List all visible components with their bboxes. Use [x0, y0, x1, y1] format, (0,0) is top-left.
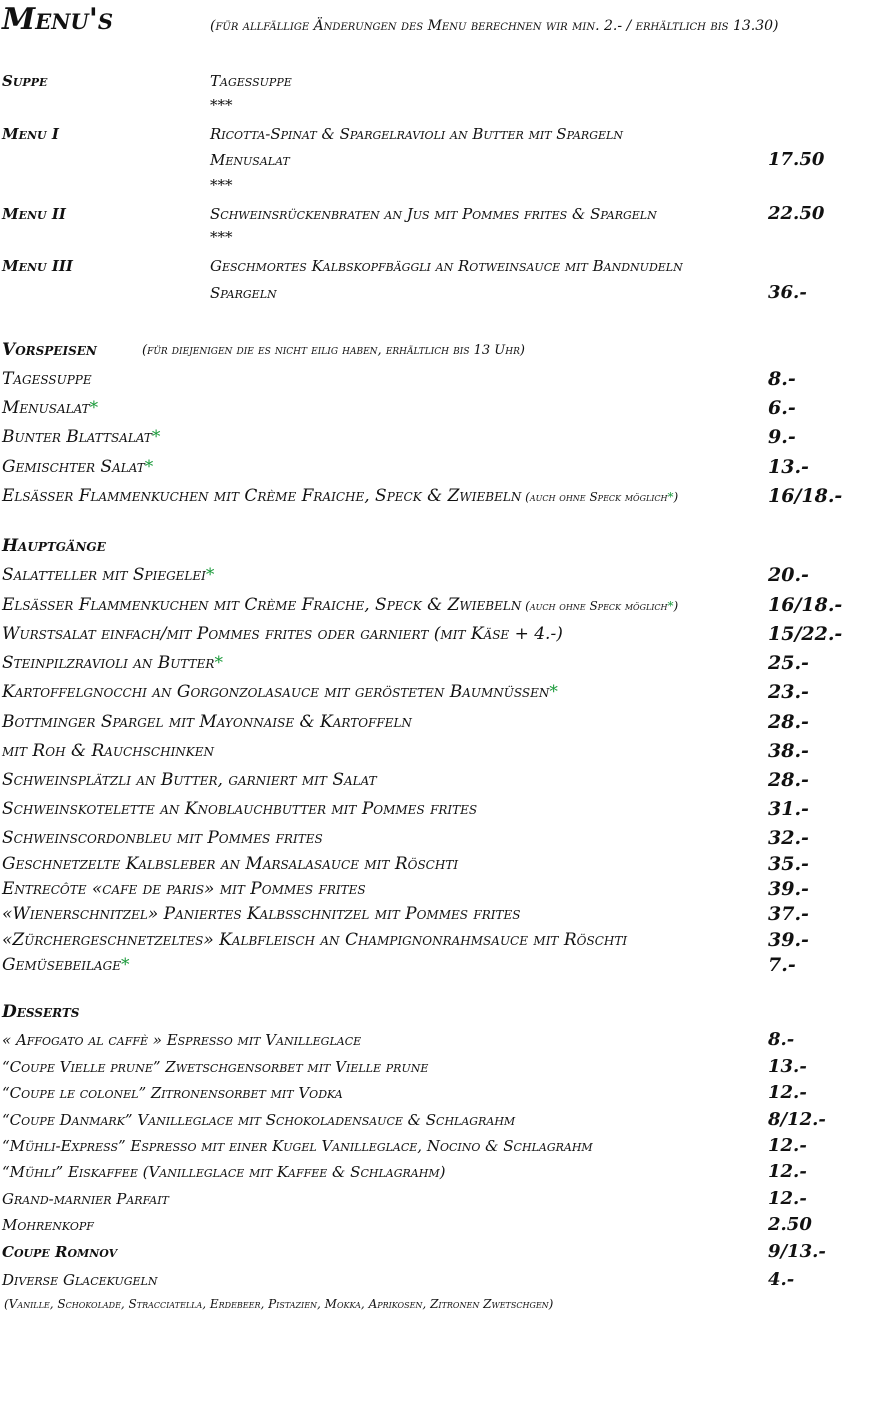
- menu-3-line-2: Spargeln: [210, 284, 277, 302]
- item-price: 15/22.-: [768, 623, 843, 645]
- item-price: 35.-: [768, 853, 809, 875]
- item-name: Tagessuppe: [2, 369, 92, 389]
- page-title: Menu's: [2, 2, 114, 37]
- item-name: Menusalat: [2, 398, 90, 418]
- list-item: [2, 486, 678, 506]
- item-price: 9.-: [768, 426, 796, 448]
- item-name: Geschnetzelte Kalbsleber an Marsalasauce mit Röschti: [2, 854, 459, 874]
- list-item: [2, 854, 458, 874]
- item-price: 31.-: [768, 798, 809, 820]
- item-price: 23.-: [768, 681, 809, 703]
- item-price: 12.-: [768, 1082, 807, 1103]
- list-item: Coupe Romnov: [2, 1243, 118, 1261]
- list-item: [2, 427, 160, 447]
- list-item: Diverse Glacekugeln: [2, 1271, 158, 1289]
- item-name: Kartoffelgnocchi an Gorgonzolasauce mit gerösteten Baumnüssen: [2, 682, 550, 702]
- item-price: 13.-: [768, 1056, 807, 1077]
- label-menu-3: Menu III: [2, 257, 73, 275]
- item-name: Bottminger Spargel mit Mayonnaise & Kartoffeln: [2, 712, 412, 732]
- section-heading-desserts: Desserts: [2, 1002, 80, 1022]
- item-price: 8.-: [768, 1029, 795, 1050]
- list-item: [2, 369, 92, 389]
- menu-3-line-1: Geschmortes Kalbskopfbäggli an Rotweinsauce mit Bandnudeln: [210, 257, 683, 275]
- vegetarian-star: *: [151, 427, 161, 447]
- item-note-close: ): [673, 599, 679, 613]
- item-price: 16/18.-: [768, 594, 843, 616]
- item-note-text: (auch ohne Speck möglich: [525, 490, 668, 504]
- item-price: 4.-: [768, 1269, 795, 1290]
- item-price: 12.-: [768, 1188, 807, 1209]
- item-price: 8.-: [768, 368, 796, 390]
- list-item: [2, 955, 130, 975]
- list-item: [2, 930, 627, 950]
- list-item: [2, 682, 558, 702]
- list-item: [2, 398, 98, 418]
- list-item: “Coupe Vielle prune” Zwetschgensorbet mit Vielle prune: [2, 1058, 429, 1076]
- section-heading-hauptgaenge: Hauptgänge: [2, 536, 106, 556]
- menu-1-line-1: Ricotta-Spinat & Spargelravioli an Butter mit Spargeln: [210, 125, 623, 143]
- list-item: [2, 565, 214, 585]
- vegetarian-star: *: [549, 682, 558, 702]
- item-name: Elsässer Flammenkuchen mit Crème Fraiche, Speck & Zwiebeln: [2, 595, 522, 615]
- separator: ***: [210, 176, 233, 194]
- item-name: Gemischter Salat: [2, 457, 145, 477]
- item-price: 25.-: [768, 652, 809, 674]
- separator: ***: [210, 96, 233, 114]
- item-note: [521, 599, 678, 613]
- item-name: Bunter Blattsalat: [2, 427, 152, 447]
- item-name: Steinpilzravioli an Butter: [2, 653, 215, 673]
- item-price: 37.-: [768, 903, 809, 925]
- suppe-line: Tagessuppe: [210, 72, 292, 90]
- list-item: [2, 770, 377, 790]
- list-item: [2, 595, 678, 615]
- separator: ***: [210, 228, 233, 246]
- item-name: «Zürchergeschnetzeltes» Kalbfleisch an Champignonrahmsauce mit Röschti: [2, 930, 628, 950]
- vegetarian-star: *: [205, 565, 215, 585]
- item-price: 12.-: [768, 1161, 807, 1182]
- list-item: [2, 828, 323, 848]
- menu-2-price: 22.50: [768, 203, 825, 224]
- list-item: [2, 879, 366, 899]
- list-item: [2, 799, 477, 819]
- label-suppe: Suppe: [2, 72, 48, 90]
- item-note: [521, 490, 678, 504]
- item-price: 6.-: [768, 397, 796, 419]
- vegetarian-star: *: [89, 398, 99, 418]
- item-price: 38.-: [768, 740, 809, 762]
- list-item: [2, 624, 563, 644]
- item-name: Entrecôte «cafe de paris» mit Pommes frites: [2, 879, 366, 899]
- menu-3-price: 36.-: [768, 282, 807, 303]
- item-name: Gemüsebeilage: [2, 955, 122, 975]
- vegetarian-star: *: [667, 490, 674, 504]
- menu-1-price: 17.50: [768, 149, 825, 170]
- vorspeisen-note: (für diejenigen die es nicht eilig haben, erhältlich bis 13 Uhr): [142, 343, 525, 358]
- section-heading-vorspeisen: Vorspeisen: [2, 340, 97, 360]
- item-name: Schweinskotelette an Knoblauchbutter mit Pommes frites: [2, 799, 478, 819]
- item-name: mit Roh & Rauchschinken: [2, 741, 215, 761]
- vegetarian-star: *: [144, 457, 154, 477]
- item-price: 28.-: [768, 711, 809, 733]
- vegetarian-star: *: [214, 653, 223, 673]
- list-item: Mohrenkopf: [2, 1216, 94, 1234]
- list-item: [2, 904, 520, 924]
- list-item: « Affogato al caffè » Espresso mit Vanilleglace: [2, 1031, 362, 1049]
- label-menu-2: Menu II: [2, 205, 66, 223]
- item-price: 2.50: [768, 1214, 812, 1235]
- vegetarian-star: *: [121, 955, 130, 975]
- item-price: 12.-: [768, 1135, 807, 1156]
- item-name: Wurstsalat einfach/mit Pommes frites oder garniert (mit Käse + 4.-): [2, 624, 563, 644]
- menu-2-line-1: Schweinsrückenbraten an Jus mit Pommes frites & Spargeln: [210, 205, 657, 223]
- label-menu-1: Menu I: [2, 125, 59, 143]
- title-note: (für allfällige Änderungen des Menu berechnen wir min. 2.- / erhältlich bis 13.30): [210, 18, 779, 34]
- item-price: 20.-: [768, 564, 809, 586]
- item-name: Schweinsplätzli an Butter, garniert mit Salat: [2, 770, 377, 790]
- list-item: [2, 653, 223, 673]
- item-price: 39.-: [768, 929, 809, 951]
- item-price: 28.-: [768, 769, 809, 791]
- list-item: [2, 457, 153, 477]
- list-item: “Mühli-Express” Espresso mit einer Kugel Vanilleglace, Nocino & Schlagrahm: [2, 1137, 593, 1155]
- vegetarian-star: *: [667, 599, 674, 613]
- list-item: “Coupe le colonel” Zitronensorbet mit Vodka: [2, 1084, 343, 1102]
- item-price: 39.-: [768, 878, 809, 900]
- item-name: Salatteller mit Spiegelei: [2, 565, 206, 585]
- item-price: 8/12.-: [768, 1109, 826, 1130]
- item-price: 7.-: [768, 954, 796, 976]
- item-name: Schweinscordonbleu mit Pommes frites: [2, 828, 323, 848]
- item-note-close: ): [673, 490, 679, 504]
- list-item: [2, 741, 214, 761]
- item-price: 9/13.-: [768, 1241, 826, 1262]
- item-note-text: (auch ohne Speck möglich: [525, 599, 668, 613]
- dessert-footnote: (Vanille, Schokolade, Stracciatella, Erdebeer, Pistazien, Mokka, Aprikosen, Zitronen Zwetschgen): [4, 1297, 554, 1311]
- item-price: 32.-: [768, 827, 809, 849]
- item-name: «Wienerschnitzel» Paniertes Kalbsschnitzel mit Pommes frites: [2, 904, 521, 924]
- list-item: “Mühli” Eiskaffee (Vanilleglace mit Kaffee & Schlagrahm): [2, 1163, 446, 1181]
- menu-1-line-2: Menusalat: [210, 151, 290, 169]
- item-price: 13.-: [768, 456, 809, 478]
- list-item: [2, 712, 412, 732]
- list-item: “Coupe Danmark” Vanilleglace mit Schokoladensauce & Schlagrahm: [2, 1111, 516, 1129]
- item-price: 16/18.-: [768, 485, 843, 507]
- list-item: Grand-marnier Parfait: [2, 1190, 169, 1208]
- item-name: Elsässer Flammenkuchen mit Crème Fraiche, Speck & Zwiebeln: [2, 486, 522, 506]
